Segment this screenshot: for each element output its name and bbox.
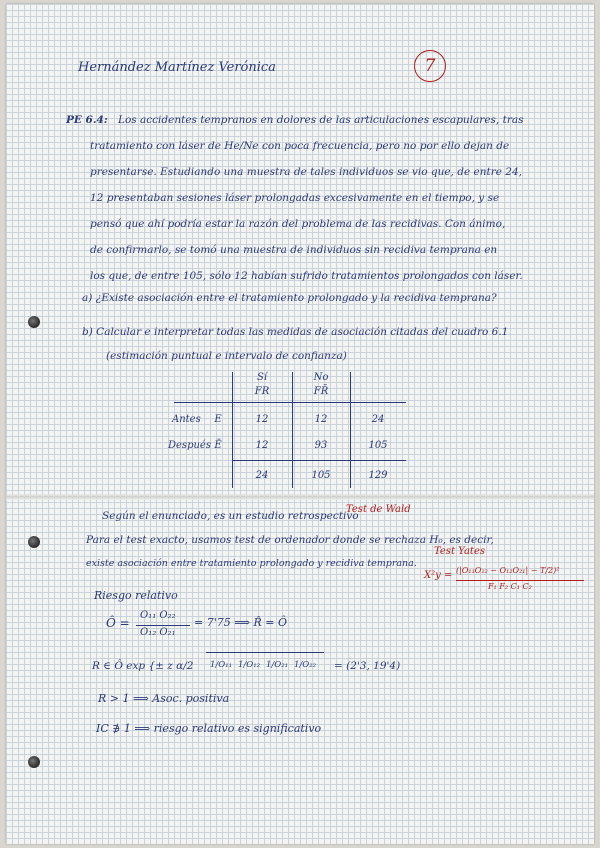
row-symbol-ebar: Ē [214, 440, 222, 451]
col-header-si: Sí [256, 372, 268, 383]
wald-note: Test de Wald [346, 504, 411, 515]
row-total: 105 [368, 440, 388, 451]
problem-id: PE 6.4: [66, 114, 108, 126]
ci-term: 1/O₂₁ [266, 660, 289, 670]
problem-line: Los accidentes tempranos en dolores de las articulaciones escapulares, tras [118, 114, 524, 126]
column-total: 24 [255, 470, 269, 481]
row-total: 24 [371, 414, 385, 425]
punch-hole [28, 316, 40, 328]
punch-hole [28, 536, 40, 548]
author-name: Hernández Martínez Verónica [78, 60, 276, 75]
ci-term: 1/O₂₂ [294, 660, 317, 670]
conclusion-positive: R > 1 ⟹ Asoc. positiva [98, 692, 230, 705]
col-header-fr: FR [254, 386, 270, 397]
problem-line: 12 presentaban sesiones láser prolongadas excesivamente en el tiempo, y se [90, 192, 500, 204]
riesgo-heading: Riesgo relativo [94, 589, 178, 602]
page-number: 7 [414, 50, 446, 82]
row-label-antes: Antes [172, 414, 201, 425]
column-total: 105 [311, 470, 331, 481]
grand-total: 129 [368, 470, 388, 481]
table-cell: 93 [314, 440, 328, 451]
question-a: a) ¿Existe asociación entre el tratamiento prolongado y la recidiva temprana? [82, 292, 497, 304]
question-b: b) Calcular e interpretar todas las medidas de asociación citadas del cuadro 6.1 [82, 326, 509, 338]
ci-term: 1/O₁₂ [238, 660, 261, 670]
solution-line: Según el enunciado, es un estudio retrospectivo [102, 510, 359, 522]
page-fold [6, 494, 594, 500]
yates-lhs: X²y = [424, 570, 453, 581]
col-header-no: No [313, 372, 329, 383]
question-b-detail: (estimación puntual e intervalo de confianza) [106, 350, 347, 362]
ci-value: = (2'3, 19'4) [334, 660, 401, 672]
table-cell: 12 [255, 414, 269, 425]
sqrt-bar [206, 652, 324, 653]
fraction-bar [136, 625, 190, 626]
conclusion-significant: IC ∌ 1 ⟹ riesgo relativo es significativo [96, 722, 322, 735]
ci-lhs: R ∈ Ô exp {± z α/2 [92, 660, 194, 672]
solution-line: Para el test exacto, usamos test de ordenador donde se rechaza H₀, es decir, [86, 534, 494, 546]
notebook-page [6, 4, 594, 844]
problem-line: tratamiento con láser de He/Ne con poca frecuencia, pero no por ello dejan de [90, 140, 510, 152]
yates-numerator: (|O₁₁O₂₂ − O₁₂O₂₁| − T/2)² [456, 566, 560, 575]
theta-numerator: O₁₁ O₂₂ [140, 610, 176, 621]
punch-hole [28, 756, 40, 768]
fraction-bar [456, 580, 584, 581]
solution-line: existe asociación entre tratamiento prolongado y recidiva temprana. [86, 558, 417, 569]
table-cell: 12 [314, 414, 328, 425]
theta-lhs: Ô = [106, 616, 130, 630]
row-symbol-e: E [214, 414, 222, 425]
yates-label: Test Yates [434, 546, 485, 557]
row-label-despues: Después [168, 440, 211, 451]
problem-line: presentarse. Estudiando una muestra de tales individuos se vio que, de entre 24, [90, 166, 522, 178]
problem-line: los que, de entre 105, sólo 12 habían sufrido tratamientos prolongados con láser. [90, 270, 523, 282]
theta-denominator: O₁₂ O₂₁ [140, 627, 176, 638]
problem-line: pensó que ahí podría estar la razón del problema de las recidivas. Con ánimo, [90, 218, 506, 230]
problem-line: de confirmarlo, se tomó una muestra de individuos sin recidiva temprana en [90, 244, 498, 256]
table-cell: 12 [255, 440, 269, 451]
theta-value: = 7'75 ⟹ R̂ = Ô [194, 616, 288, 629]
ci-term: 1/O₁₁ [210, 660, 233, 670]
col-header-frbar: FR̄ [313, 386, 329, 397]
contingency-table [168, 366, 414, 488]
yates-denominator: F₁ F₂ C₁ C₂ [488, 582, 532, 591]
